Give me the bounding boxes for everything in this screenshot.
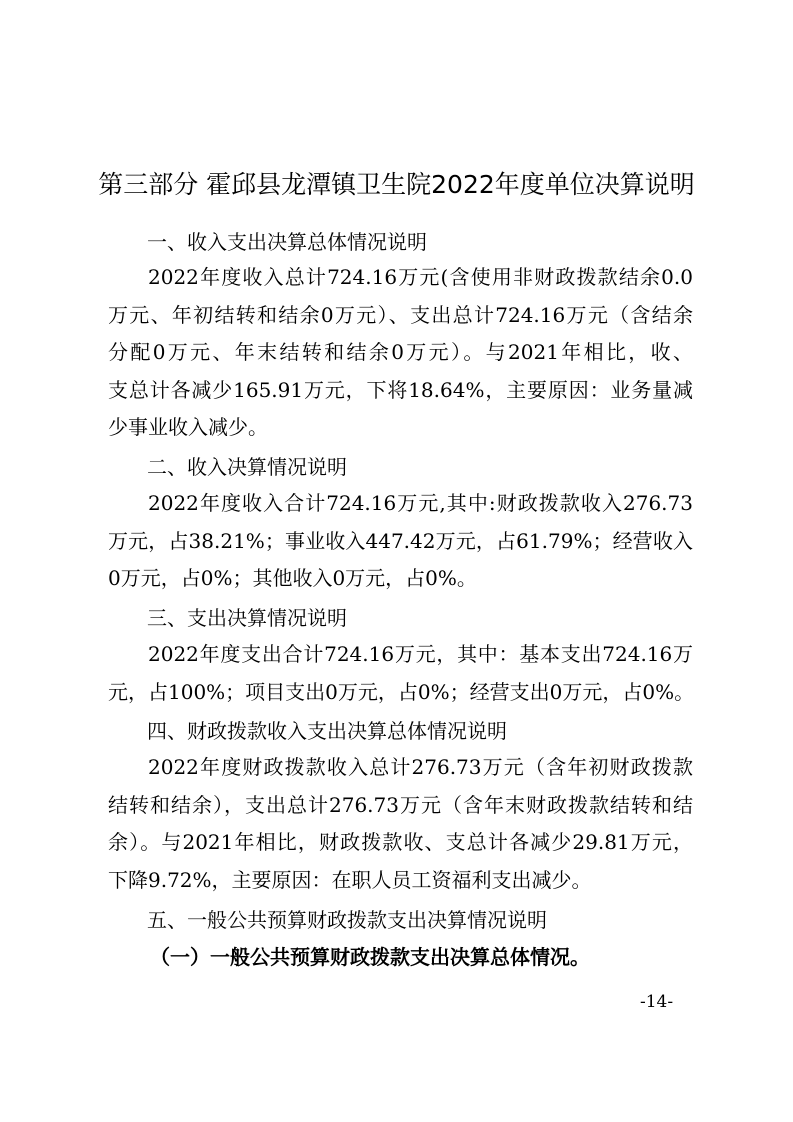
paragraph-line: 元，占100%；项目支出0万元，占0%；经营支出0万元，占0%。 xyxy=(108,679,695,704)
section-heading-2: 二、收入决算情况说明 xyxy=(147,455,347,479)
paragraph-line: 结转和结余），支出总计276.73万元（含年末财政拨款结转和结 xyxy=(108,792,693,817)
section-paragraph-1 xyxy=(108,259,693,447)
paragraph-line: 0万元，占0%；其他收入0万元，占0%。 xyxy=(108,566,477,591)
paragraph-line: 余）。与2021年相比，财政拨款收、支总计各减少29.81万元， xyxy=(108,830,693,855)
section-heading-5: 五、一般公共预算财政拨款支出决算情况说明 xyxy=(147,908,547,932)
section-heading-4: 四、财政拨款收入支出决算总体情况说明 xyxy=(147,719,507,743)
paragraph-line: 2022年度收入合计724.16万元,其中:财政拨款收入276.73 xyxy=(148,491,693,515)
page-title: 第三部分 霍邱县龙潭镇卫生院2022年度单位决算说明 xyxy=(98,170,695,199)
paragraph-line: 分配0万元、年末结转和结余0万元）。与2021年相比，收、 xyxy=(108,340,693,365)
paragraph-line: 万元、年初结转和结余0万元）、支出总计724.16万元（含结余 xyxy=(108,302,693,327)
paragraph-line: 下降9.72%，主要原因：在职人员工资福利支出减少。 xyxy=(108,867,592,892)
paragraph-line: 万元，占38.21%；事业收入447.42万元，占61.79%；经营收入 xyxy=(108,528,693,553)
paragraph-line: 少事业收入减少。 xyxy=(108,415,268,440)
section-paragraph-3 xyxy=(108,636,693,711)
paragraph-line: 2022年度收入总计724.16万元(含使用非财政拨款结余0.0 xyxy=(148,265,693,289)
section-subheading-5-1: （一）一般公共预算财政拨款支出决算总体情况。 xyxy=(150,945,590,969)
paragraph-line: 2022年度支出合计724.16万元，其中：基本支出724.16万 xyxy=(148,642,693,666)
section-paragraph-2 xyxy=(108,485,693,598)
paragraph-line: 2022年度财政拨款收入总计276.73万元（含年初财政拨款 xyxy=(148,755,693,779)
paragraph-line: 支总计各减少165.91万元，下将18.64%，主要原因：业务量减 xyxy=(108,377,693,402)
section-heading-3: 三、支出决算情况说明 xyxy=(147,606,347,630)
page-number: -14- xyxy=(640,992,674,1012)
section-heading-1: 一、收入支出决算总体情况说明 xyxy=(147,230,427,254)
section-paragraph-4 xyxy=(108,749,693,899)
